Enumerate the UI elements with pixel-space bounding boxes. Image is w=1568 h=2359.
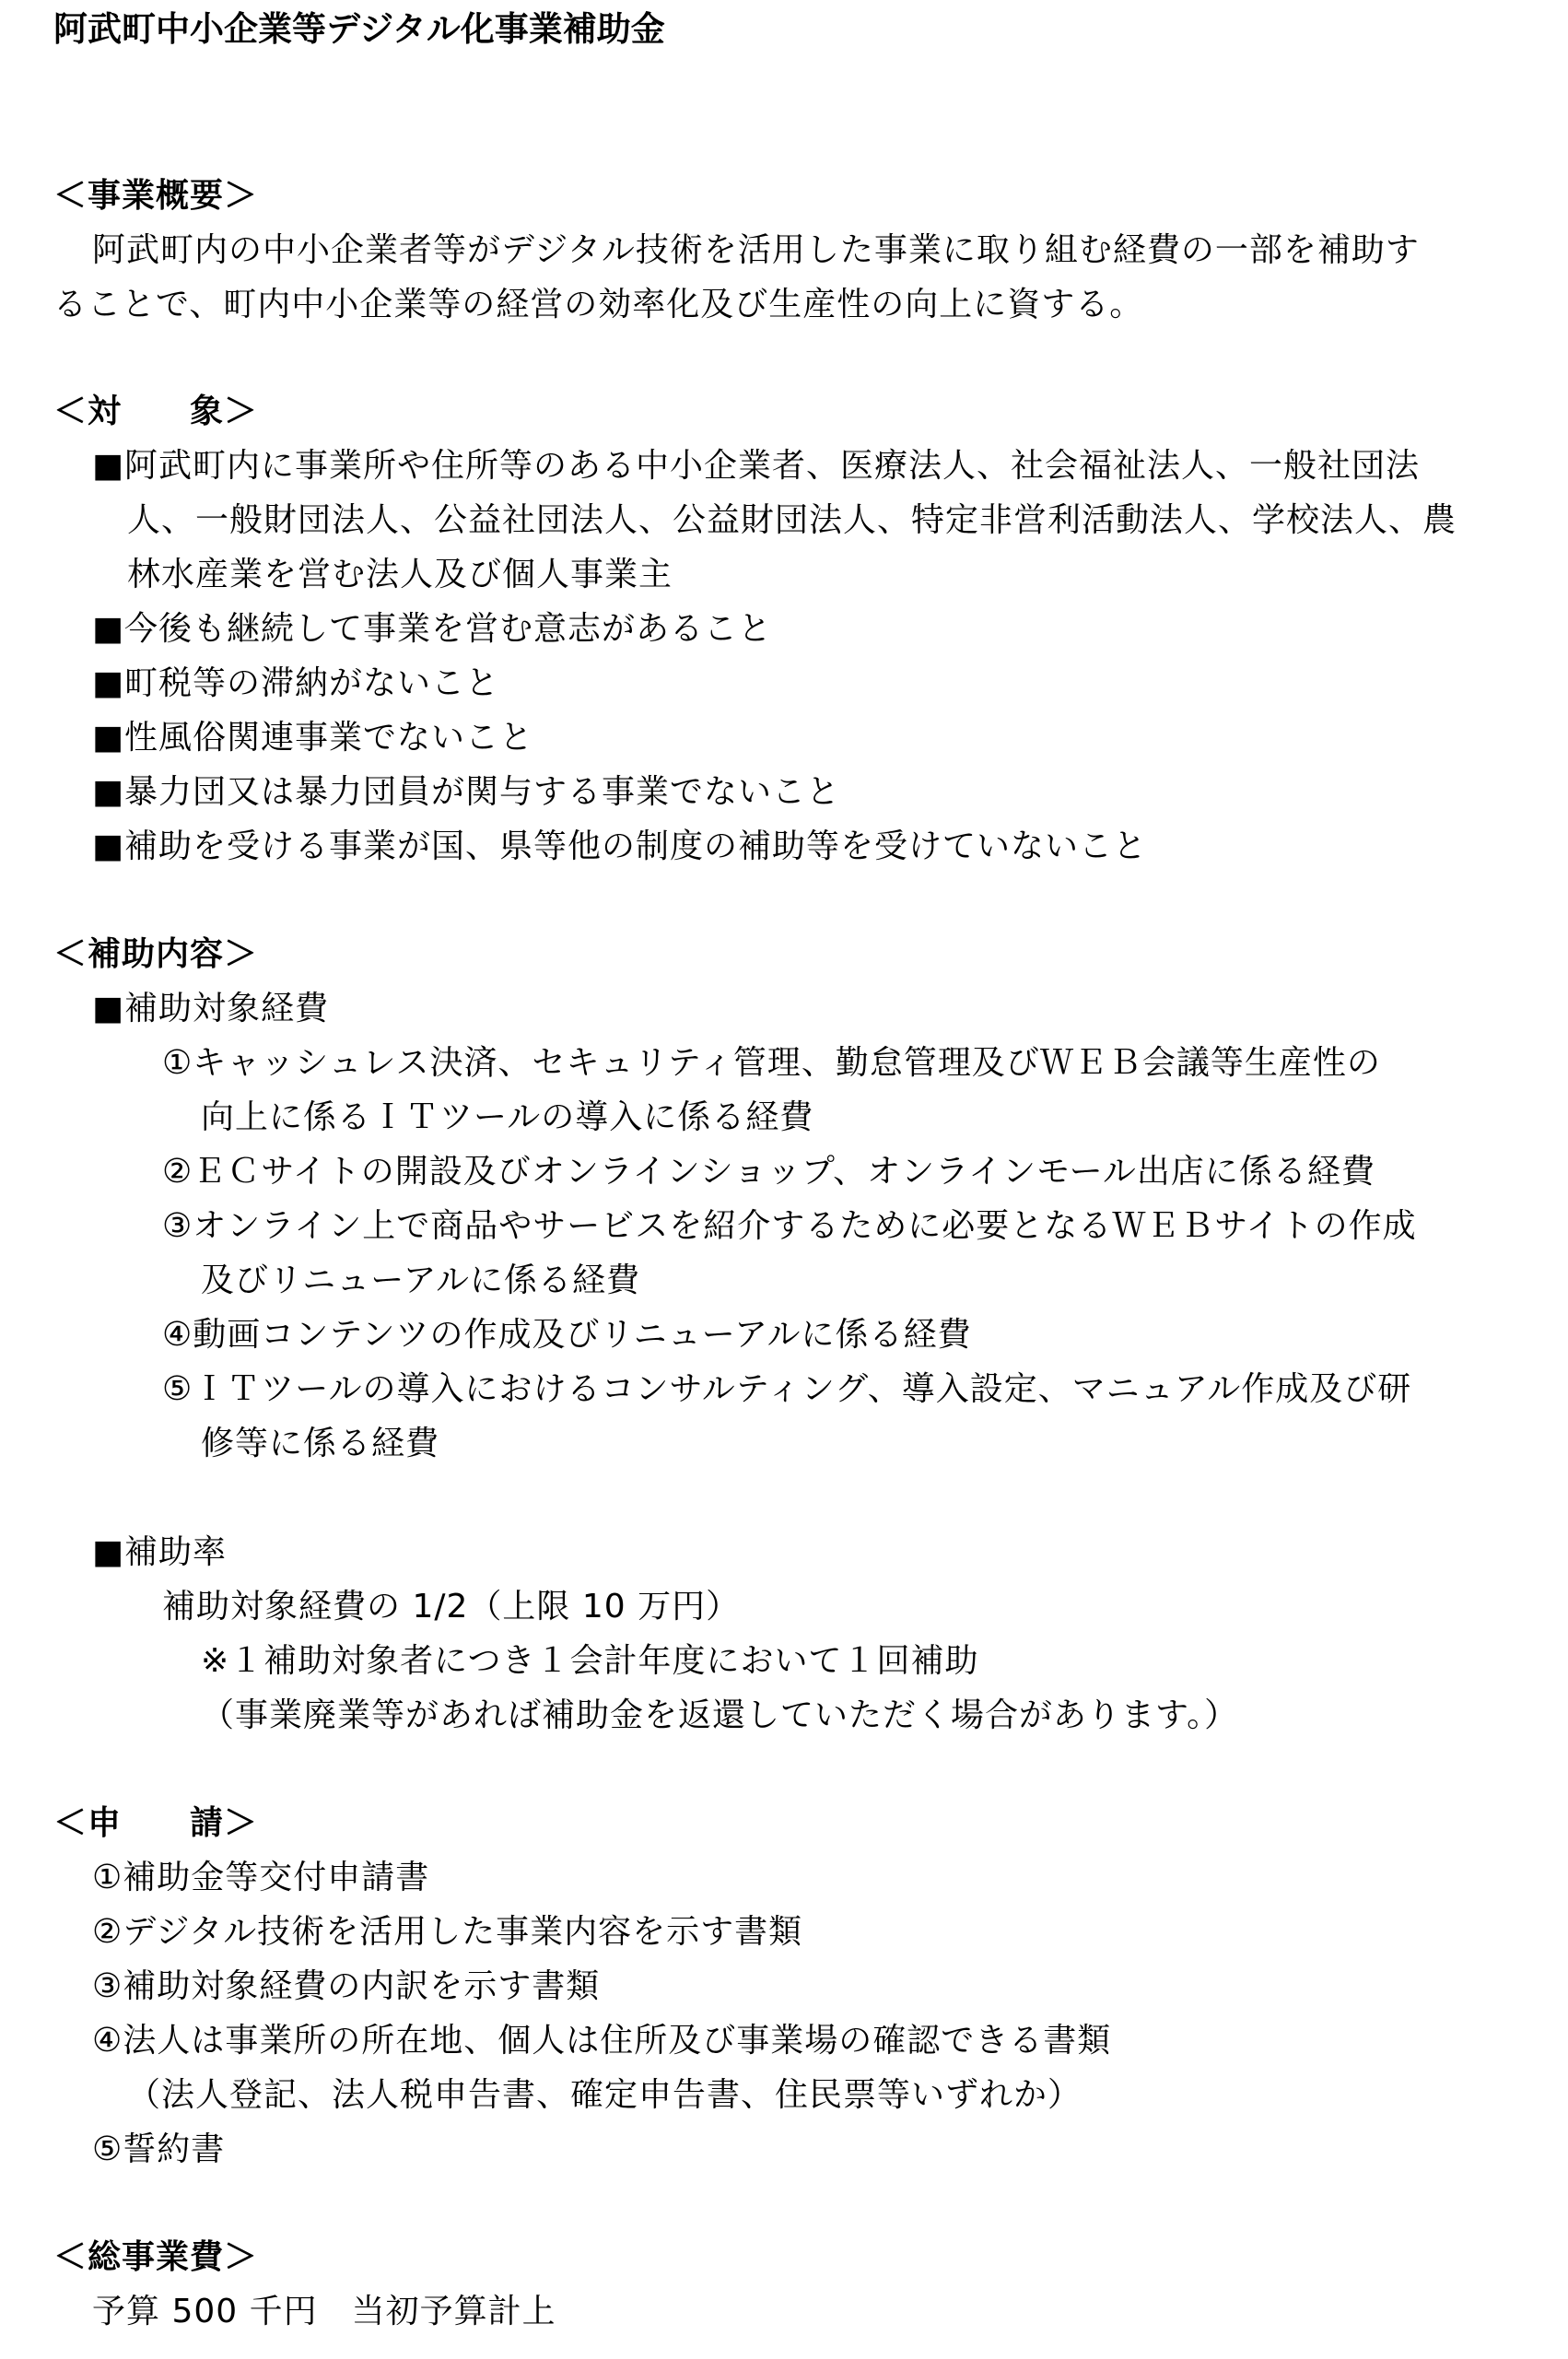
expenses-label: ■補助対象経費 <box>92 990 330 1027</box>
expense-line: 修等に係る経費 <box>201 1425 440 1462</box>
expense-line: ①キャッシュレス決済、セキュリティ管理、勤怠管理及びＷＥＢ会議等生産性の <box>162 1044 1381 1082</box>
target-line: ■性風俗関連事業でないこと <box>92 719 534 757</box>
target-line: ■補助を受ける事業が国、県等他の制度の補助等を受けていないこと <box>92 827 1148 865</box>
target-line: ■今後も継続して事業を営む意志があること <box>92 610 773 648</box>
application-line: ④法人は事業所の所在地、個人は住所及び事業場の確認できる書類 <box>92 2022 1112 2060</box>
target-line: ■阿武町内に事業所や住所等のある中小企業者、医療法人、社会福祉法人、一般社団法 <box>92 447 1421 485</box>
content-heading: ＜補助内容＞ <box>53 935 259 973</box>
application-line: ①補助金等交付申請書 <box>92 1859 430 1896</box>
target-line: 林水産業を営む法人及び個人事業主 <box>127 556 673 593</box>
expense-line: ②ＥＣサイトの開設及びオンラインショップ、オンラインモール出店に係る経費 <box>162 1153 1375 1191</box>
rate-note: （事業廃業等があれば補助金を返還していただく場合があります。） <box>201 1696 1239 1734</box>
application-line: ③補助対象経費の内訳を示す書類 <box>92 1967 601 2005</box>
expense-line: 及びリニューアルに係る経費 <box>201 1262 641 1299</box>
rate-label: ■補助率 <box>92 1533 228 1571</box>
rate-line: 補助対象経費の 1/2（上限 10 万円） <box>162 1588 741 1625</box>
target-line: ■町税等の滞納がないこと <box>92 664 500 702</box>
application-line: ⑤誓約書 <box>92 2130 226 2168</box>
application-line: （法人登記、法人税申告書、確定申告書、住民票等いずれか） <box>127 2076 1082 2114</box>
overview-line: 阿武町内の中小企業者等がデジタル技術を活用した事業に取り組む経費の一部を補助す <box>92 231 1420 269</box>
target-line: ■暴力団又は暴力団員が関与する事業でないこと <box>92 773 841 811</box>
target-heading: ＜対 象＞ <box>53 393 259 430</box>
overview-heading: ＜事業概要＞ <box>53 177 259 215</box>
expense-line: ④動画コンテンツの作成及びリニューアルに係る経費 <box>162 1316 972 1354</box>
application-line: ②デジタル技術を活用した事業内容を示す書類 <box>92 1913 803 1951</box>
overview-line: ることで、町内中小企業等の経営の効率化及び生産性の向上に資する。 <box>53 286 1144 323</box>
expense-line: 向上に係るＩＴツールの導入に係る経費 <box>201 1098 814 1136</box>
application-heading: ＜申 請＞ <box>53 1804 259 1842</box>
expense-line: ⑤ＩＴツールの導入におけるコンサルティング、導入設定、マニュアル作成及び研 <box>162 1370 1412 1408</box>
page-title: 阿武町中小企業等デジタル化事業補助金 <box>53 9 665 49</box>
target-line: 人、一般財団法人、公益社団法人、公益財団法人、特定非営利活動法人、学校法人、農 <box>127 501 1457 539</box>
expense-line: ③オンライン上で商品やサービスを紹介するために必要となるＷＥＢサイトの作成 <box>162 1207 1417 1245</box>
rate-note: ※１補助対象者につき１会計年度において１回補助 <box>201 1642 979 1680</box>
budget-line: 予算 500 千円 当初予算計上 <box>92 2293 556 2330</box>
budget-heading: ＜総事業費＞ <box>53 2238 259 2276</box>
